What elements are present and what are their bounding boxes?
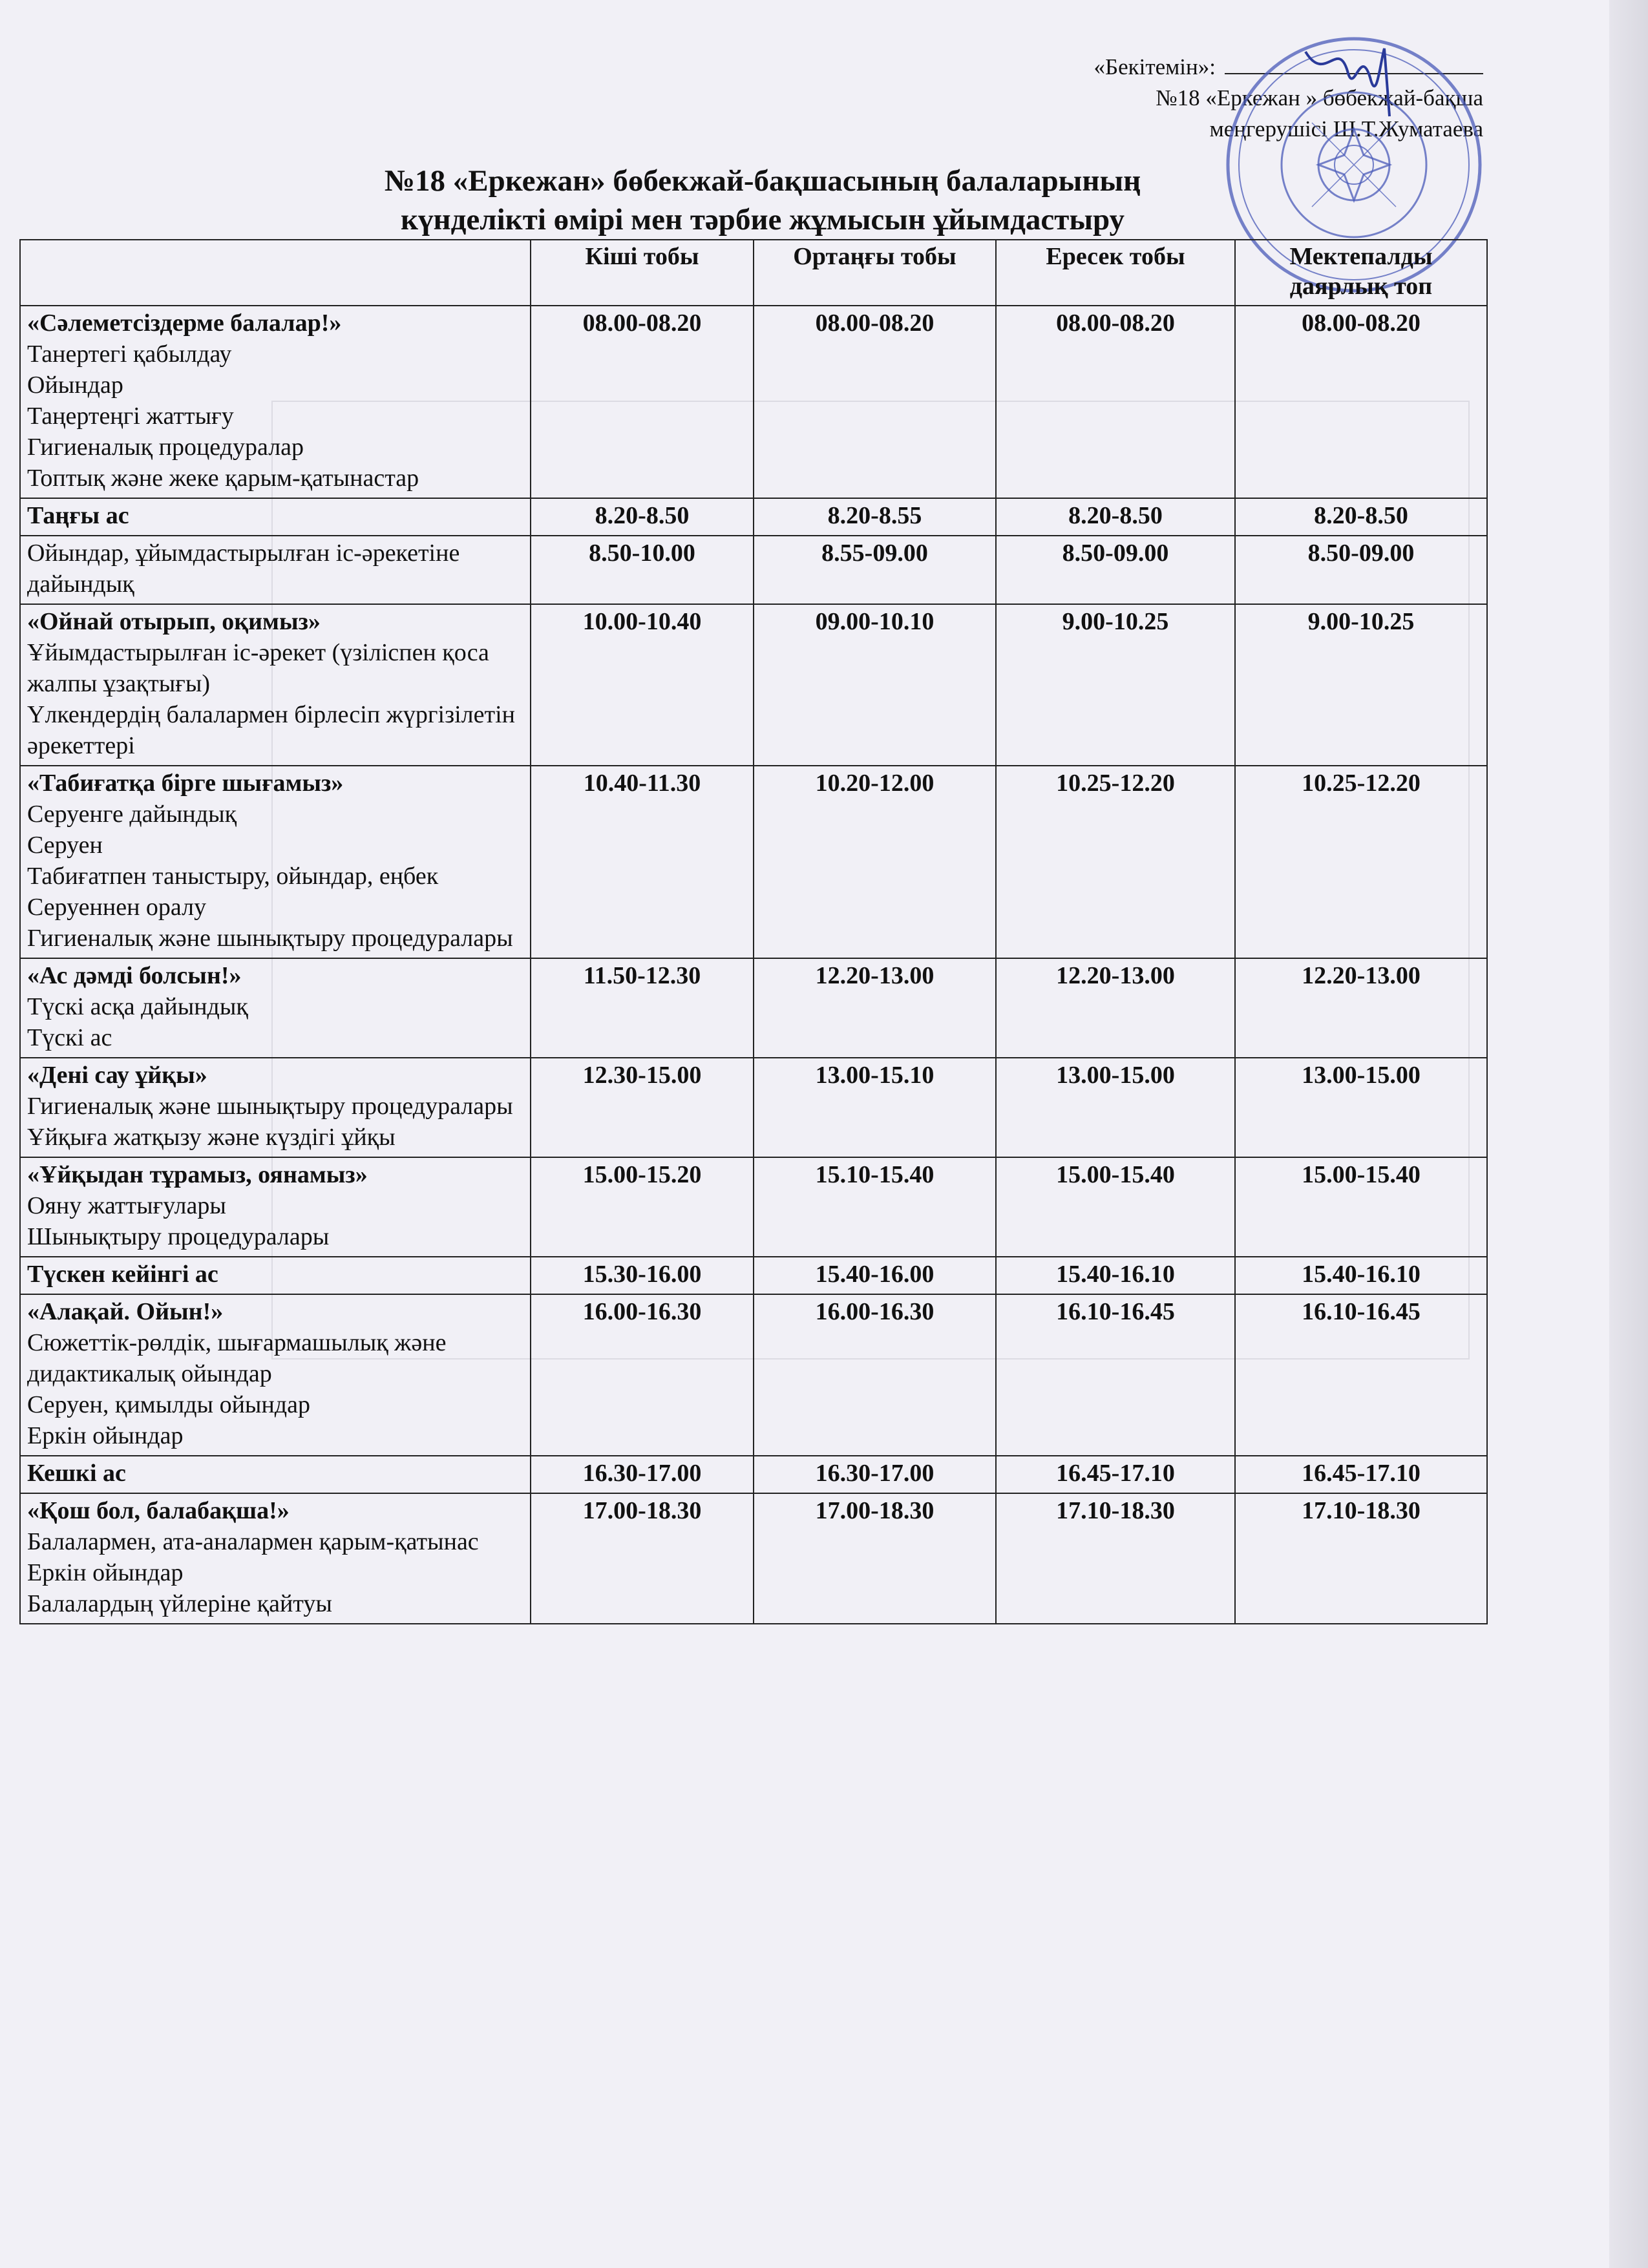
time-cell: 8.55-09.00: [754, 536, 996, 604]
header-middle-group: Ортаңғы тобы: [754, 240, 996, 306]
header-preschool-group: Мектепалды даярлық топ: [1235, 240, 1487, 306]
table-header-row: [20, 240, 1487, 306]
activity-detail: Табиғатпен таныстыру, ойындар, еңбек: [27, 863, 439, 890]
activity-detail: Серуенге дайындық: [27, 801, 237, 828]
activity-detail: Таңертеңгі жаттығу: [27, 403, 234, 430]
activity-cell: [20, 1058, 531, 1157]
activity-detail: Ояну жаттығулары: [27, 1192, 226, 1219]
time-cell: 9.00-10.25: [996, 604, 1235, 766]
title-line-1: №18 «Еркежан» бөбекжай-бақшасының балаларының: [384, 164, 1141, 198]
time-cell: 8.20-8.50: [996, 498, 1235, 536]
time-cell: 09.00-10.10: [754, 604, 996, 766]
activity-detail: Гигиеналық және шынықтыру процедуралары: [27, 1093, 513, 1120]
activity-detail: Балалардың үйлеріне қайтуы: [27, 1590, 332, 1617]
activity-detail: Танертегі қабылдау: [27, 341, 232, 368]
activity-detail: Серуен, қимылды ойындар: [27, 1391, 310, 1418]
time-cell: 16.10-16.45: [1235, 1294, 1487, 1456]
time-cell: 10.25-12.20: [996, 766, 1235, 958]
table-row: [20, 1493, 1487, 1624]
document-title: [259, 162, 1267, 239]
activity-title: «Ойнай отырып, оқимыз»: [27, 608, 321, 635]
approval-head: меңгерушісі Ш.Т.Жуматаева: [1209, 116, 1483, 142]
time-cell: 10.20-12.00: [754, 766, 996, 958]
table-row: [20, 1257, 1487, 1294]
time-cell: 8.20-8.50: [1235, 498, 1487, 536]
time-cell: 10.00-10.40: [531, 604, 754, 766]
time-cell: 17.10-18.30: [1235, 1493, 1487, 1624]
time-cell: 8.20-8.55: [754, 498, 996, 536]
activity-detail: Еркін ойындар: [27, 1422, 184, 1449]
time-cell: 17.10-18.30: [996, 1493, 1235, 1624]
activity-title: «Ас дәмді болсын!»: [27, 962, 242, 989]
time-cell: 13.00-15.00: [1235, 1058, 1487, 1157]
activity-detail: Серуен: [27, 832, 103, 859]
activity-detail: Ойындар: [27, 372, 123, 399]
activity-title: «Дені сау ұйқы»: [27, 1062, 207, 1089]
time-cell: 12.30-15.00: [531, 1058, 754, 1157]
activity-cell: [20, 958, 531, 1058]
table-body: [20, 306, 1487, 1624]
activity-title: «Табиғатқа бірге шығамыз»: [27, 770, 344, 797]
time-cell: 8.50-10.00: [531, 536, 754, 604]
time-cell: 9.00-10.25: [1235, 604, 1487, 766]
activity-cell: [20, 306, 531, 498]
time-cell: 16.00-16.30: [531, 1294, 754, 1456]
activity-cell: [20, 498, 531, 536]
header-senior-group: Ересек тобы: [996, 240, 1235, 306]
time-cell: 15.00-15.40: [996, 1157, 1235, 1257]
activity-detail: Ұйымдастырылған іс-әрекет (үзіліспен қоса жалпы ұзақтығы): [27, 639, 489, 697]
time-cell: 12.20-13.00: [1235, 958, 1487, 1058]
table-row: [20, 1294, 1487, 1456]
table-row: [20, 604, 1487, 766]
time-cell: 15.00-15.40: [1235, 1157, 1487, 1257]
time-cell: 11.50-12.30: [531, 958, 754, 1058]
header-junior-group: Кіші тобы: [531, 240, 754, 306]
table-row: [20, 766, 1487, 958]
activity-title: Кешкі ас: [27, 1460, 126, 1487]
activity-cell: [20, 1157, 531, 1257]
signature-scribble: [1305, 48, 1389, 116]
activity-cell: [20, 604, 531, 766]
activity-detail: Шынықтыру процедуралары: [27, 1223, 330, 1250]
activity-title: «Алақай. Ойын!»: [27, 1298, 224, 1325]
activity-detail: Үлкендердің балалармен бірлесіп жүргізілетін әрекеттері: [27, 701, 515, 759]
time-cell: 16.45-17.10: [996, 1456, 1235, 1493]
time-cell: 13.00-15.00: [996, 1058, 1235, 1157]
daily-schedule-table: [19, 239, 1488, 1624]
activity-title: «Қош бол, балабақша!»: [27, 1497, 290, 1524]
activity-detail: Сюжеттік-рөлдік, шығармашылық және дидактикалық ойындар: [27, 1329, 447, 1387]
activity-cell: [20, 1257, 531, 1294]
header-activity: [20, 240, 531, 306]
activity-detail: Түскі асқа дайындық: [27, 993, 248, 1020]
time-cell: 17.00-18.30: [531, 1493, 754, 1624]
activity-cell: [20, 1294, 531, 1456]
approval-label: «Бекітемін»:: [1093, 54, 1216, 79]
activity-cell: [20, 1493, 531, 1624]
activity-title: Түскен кейінгі ас: [27, 1261, 218, 1288]
time-cell: 08.00-08.20: [754, 306, 996, 498]
time-cell: 08.00-08.20: [996, 306, 1235, 498]
activity-detail: Ұйқыға жатқызу және күздігі ұйқы: [27, 1124, 396, 1151]
activity-detail: Ойындар, ұйымдастырылған іс-әрекетіне дайындық: [27, 540, 460, 598]
table-row: [20, 536, 1487, 604]
time-cell: 15.30-16.00: [531, 1257, 754, 1294]
activity-detail: Еркін ойындар: [27, 1559, 184, 1586]
table-row: [20, 1456, 1487, 1493]
time-cell: 10.25-12.20: [1235, 766, 1487, 958]
time-cell: 15.10-15.40: [754, 1157, 996, 1257]
table-row: [20, 306, 1487, 498]
time-cell: 12.20-13.00: [754, 958, 996, 1058]
activity-detail: Түскі ас: [27, 1024, 112, 1051]
time-cell: 10.40-11.30: [531, 766, 754, 958]
time-cell: 16.00-16.30: [754, 1294, 996, 1456]
activity-detail: Гигиеналық процедуралар: [27, 434, 304, 461]
table-row: [20, 498, 1487, 536]
activity-detail: Гигиеналық және шынықтыру процедуралары: [27, 925, 513, 952]
time-cell: 15.40-16.00: [754, 1257, 996, 1294]
time-cell: 17.00-18.30: [754, 1493, 996, 1624]
activity-detail: Топтық және жеке қарым-қатынастар: [27, 465, 419, 492]
activity-title: Таңғы ас: [27, 502, 129, 529]
time-cell: 16.10-16.45: [996, 1294, 1235, 1456]
time-cell: 16.45-17.10: [1235, 1456, 1487, 1493]
table-row: [20, 1058, 1487, 1157]
title-line-2: күнделікті өмірі мен тәрбие жұмысын ұйымдастыру: [400, 203, 1125, 236]
time-cell: 15.40-16.10: [1235, 1257, 1487, 1294]
time-cell: 15.40-16.10: [996, 1257, 1235, 1294]
time-cell: 13.00-15.10: [754, 1058, 996, 1157]
time-cell: 16.30-17.00: [531, 1456, 754, 1493]
activity-cell: [20, 1456, 531, 1493]
time-cell: 16.30-17.00: [754, 1456, 996, 1493]
activity-title: «Ұйқыдан тұрамыз, оянамыз»: [27, 1161, 368, 1188]
approval-org: №18 «Еркежан » бөбекжай-бақша: [1156, 85, 1483, 110]
activity-detail: Серуеннен оралу: [27, 894, 207, 921]
time-cell: 8.50-09.00: [1235, 536, 1487, 604]
time-cell: 8.20-8.50: [531, 498, 754, 536]
table-row: [20, 1157, 1487, 1257]
time-cell: 08.00-08.20: [1235, 306, 1487, 498]
activity-cell: [20, 766, 531, 958]
time-cell: 12.20-13.00: [996, 958, 1235, 1058]
time-cell: 08.00-08.20: [531, 306, 754, 498]
time-cell: 8.50-09.00: [996, 536, 1235, 604]
page-edge-shadow: [1609, 0, 1648, 2268]
activity-title: «Сәлеметсіздерме балалар!»: [27, 310, 342, 337]
table-row: [20, 958, 1487, 1058]
activity-cell: [20, 536, 531, 604]
time-cell: 15.00-15.20: [531, 1157, 754, 1257]
activity-detail: Балалармен, ата-аналармен қарым-қатынас: [27, 1528, 479, 1555]
